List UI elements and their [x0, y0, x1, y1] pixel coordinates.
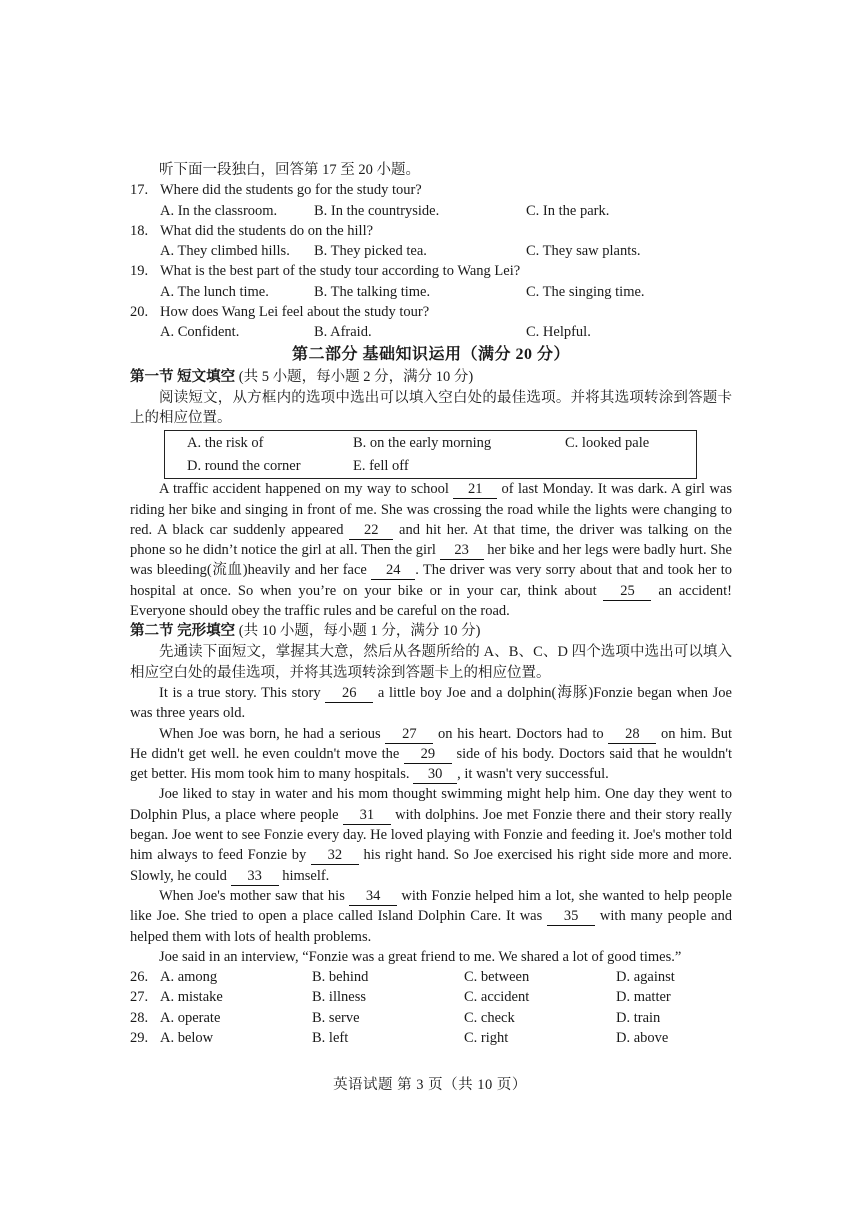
blank-34[interactable]: 34 — [349, 888, 397, 906]
choice-d[interactable]: D. matter — [616, 989, 671, 1006]
choice-number: 27. — [130, 989, 149, 1006]
options-box — [164, 430, 697, 479]
option-b[interactable]: B. Afraid. — [314, 324, 372, 341]
box-option-d: D. round the corner — [187, 458, 301, 475]
box-option-e: E. fell off — [353, 458, 409, 475]
question-19-options — [130, 282, 732, 302]
blank-21[interactable]: 21 — [453, 481, 497, 499]
question-20 — [130, 302, 732, 322]
section-2-header — [130, 621, 732, 642]
box-option-c: C. looked pale — [565, 435, 650, 452]
blank-30[interactable]: 30 — [413, 766, 457, 784]
choice-row-28 — [130, 1008, 732, 1028]
choice-d[interactable]: D. against — [616, 969, 675, 986]
option-c[interactable]: C. In the park. — [526, 202, 610, 219]
option-c[interactable]: C. Helpful. — [526, 324, 591, 341]
cloze-paragraph-4: When Joe's mother saw that his 34 with Fonzie helped him a lot, she wanted to help people like Joe. She tried to open a place called Island Dolphin Care. It was 35 with many people and helped them with lots of health problems. — [130, 887, 732, 945]
choice-a[interactable]: A. among — [160, 969, 218, 986]
page-footer: 英语试题 第 3 页（共 10 页） — [333, 1077, 527, 1093]
blank-26[interactable]: 26 — [325, 685, 373, 703]
option-a[interactable]: A. The lunch time. — [160, 283, 269, 300]
blank-24[interactable]: 24 — [371, 562, 415, 580]
listening-instruction: 听下面一段独白，回答第 17 至 20 小题。 — [159, 162, 420, 178]
choice-b[interactable]: B. left — [312, 1029, 349, 1046]
choice-row-29 — [130, 1028, 732, 1048]
section-2-heading: 第二节 完形填空 — [130, 623, 236, 640]
section-1-scoring: (共 5 小题，每小题 2 分，满分 10 分) — [235, 368, 474, 385]
section-2-instruction: 先通读下面短文，掌握其大意，然后从各题所给的 A、B、C、D 四个选项中选出可以填入相应空白处的最佳选项，并将其选项转涂到答题卡上的相应位置。 — [130, 644, 732, 681]
choice-a[interactable]: A. mistake — [160, 989, 223, 1006]
option-a[interactable]: A. They climbed hills. — [160, 243, 290, 260]
box-option-b: B. on the early morning — [353, 435, 492, 452]
option-c[interactable]: C. The singing time. — [526, 283, 645, 300]
question-number: 20. — [130, 304, 149, 321]
question-20-options — [130, 322, 732, 342]
choice-c[interactable]: C. accident — [464, 989, 530, 1006]
option-a[interactable]: A. Confident. — [160, 324, 240, 341]
question-17-options — [130, 201, 732, 221]
section-1-heading: 第一节 短文填空 — [130, 368, 236, 385]
question-number: 18. — [130, 222, 149, 239]
choice-d[interactable]: D. above — [616, 1029, 669, 1046]
question-18 — [130, 221, 732, 241]
choice-a[interactable]: A. operate — [160, 1009, 221, 1026]
blank-28[interactable]: 28 — [608, 726, 656, 744]
question-number: 17. — [130, 182, 149, 199]
section-1-header — [130, 367, 732, 388]
section-2-scoring: (共 10 小题，每小题 1 分，满分 10 分) — [235, 623, 481, 640]
section-1-passage: A traffic accident happened on my way to school 21 of last Monday. It was dark. A girl was riding her bike and singing in front of me. She was crossing the road while the lights were changing to red. A black car suddenly appeared 22 and hit her. At that time, the driver was talking on the phone so he didn’t notice the girl at all. Then the girl 23 her bike and her legs were badly hurt. She was bleeding(流血)heavily and her face 24 . The driver was very sorry about that and took her to hospital at once. So when you’re on your bike or in your car, think about 25 an accident! Everyone should obey the traffic rules and be careful on the road. — [130, 481, 733, 620]
blank-25[interactable]: 25 — [603, 583, 651, 601]
blank-35[interactable]: 35 — [547, 908, 595, 926]
exam-page — [130, 160, 732, 1048]
choice-c[interactable]: C. between — [464, 969, 530, 986]
choice-d[interactable]: D. train — [616, 1009, 661, 1026]
choice-b[interactable]: B. serve — [312, 1009, 360, 1026]
question-text: How does Wang Lei feel about the study tour? — [160, 304, 430, 321]
option-b[interactable]: B. The talking time. — [314, 283, 431, 300]
box-option-a: A. the risk of — [187, 435, 264, 452]
cloze-paragraph-3: Joe liked to stay in water and his mom thought swimming might help him. One day they went to Dolphin Plus, a place where people 31 with dolphins. Joe met Fonzie there and their story really began. Joe went to see Fonzie every day. He loved playing with Fonzie and feeding it. Joe's mother told him always to feed Fonzie by 32 his right hand. So Joe exercised his right side more and more. Slowly, he could 33 himself. — [130, 786, 732, 884]
blank-27[interactable]: 27 — [385, 726, 433, 744]
blank-23[interactable]: 23 — [440, 542, 484, 560]
choice-row-26 — [130, 967, 732, 987]
cloze-paragraph-1: It is a true story. This story 26 a little boy Joe and a dolphin(海豚)Fonzie began when Joe was three years old. — [130, 684, 732, 722]
choice-b[interactable]: B. behind — [312, 969, 369, 986]
question-number: 19. — [130, 263, 149, 280]
choice-a[interactable]: A. below — [160, 1029, 214, 1046]
option-b[interactable]: B. In the countryside. — [314, 202, 440, 219]
choice-b[interactable]: B. illness — [312, 989, 366, 1006]
blank-29[interactable]: 29 — [404, 746, 452, 764]
blank-31[interactable]: 31 — [343, 807, 391, 825]
question-text: What is the best part of the study tour according to Wang Lei? — [160, 263, 521, 280]
choice-number: 28. — [130, 1009, 149, 1026]
option-c[interactable]: C. They saw plants. — [526, 243, 641, 260]
question-text: What did the students do on the hill? — [160, 222, 374, 239]
blank-22[interactable]: 22 — [349, 522, 393, 540]
blank-32[interactable]: 32 — [311, 847, 359, 865]
cloze-paragraph-5: Joe said in an interview, “Fonzie was a great friend to me. We shared a lot of good times.” — [159, 948, 682, 965]
option-b[interactable]: B. They picked tea. — [314, 243, 427, 260]
question-text: Where did the students go for the study tour? — [160, 182, 422, 199]
question-18-options — [130, 241, 732, 261]
option-a[interactable]: A. In the classroom. — [160, 202, 278, 219]
section-1-instruction: 阅读短文，从方框内的选项中选出可以填入空白处的最佳选项。并将其选项转涂到答题卡上的相应位置。 — [130, 389, 732, 426]
part-2-title: 第二部分 基础知识运用（满分 20 分） — [291, 345, 570, 363]
question-17 — [130, 180, 732, 200]
choice-row-27 — [130, 987, 732, 1007]
choice-c[interactable]: C. check — [464, 1009, 515, 1026]
choice-number: 29. — [130, 1029, 149, 1046]
question-19 — [130, 261, 732, 281]
blank-33[interactable]: 33 — [231, 868, 279, 886]
choice-number: 26. — [130, 969, 149, 986]
cloze-paragraph-2: When Joe was born, he had a serious 27 on his heart. Doctors had to 28 on him. But He didn't get well. he even couldn't move the 29 side of his body. Doctors said that he wouldn't get better. His mom took him to many hospitals. 30 , it wasn't very successful. — [130, 725, 733, 783]
choice-c[interactable]: C. right — [464, 1029, 509, 1046]
